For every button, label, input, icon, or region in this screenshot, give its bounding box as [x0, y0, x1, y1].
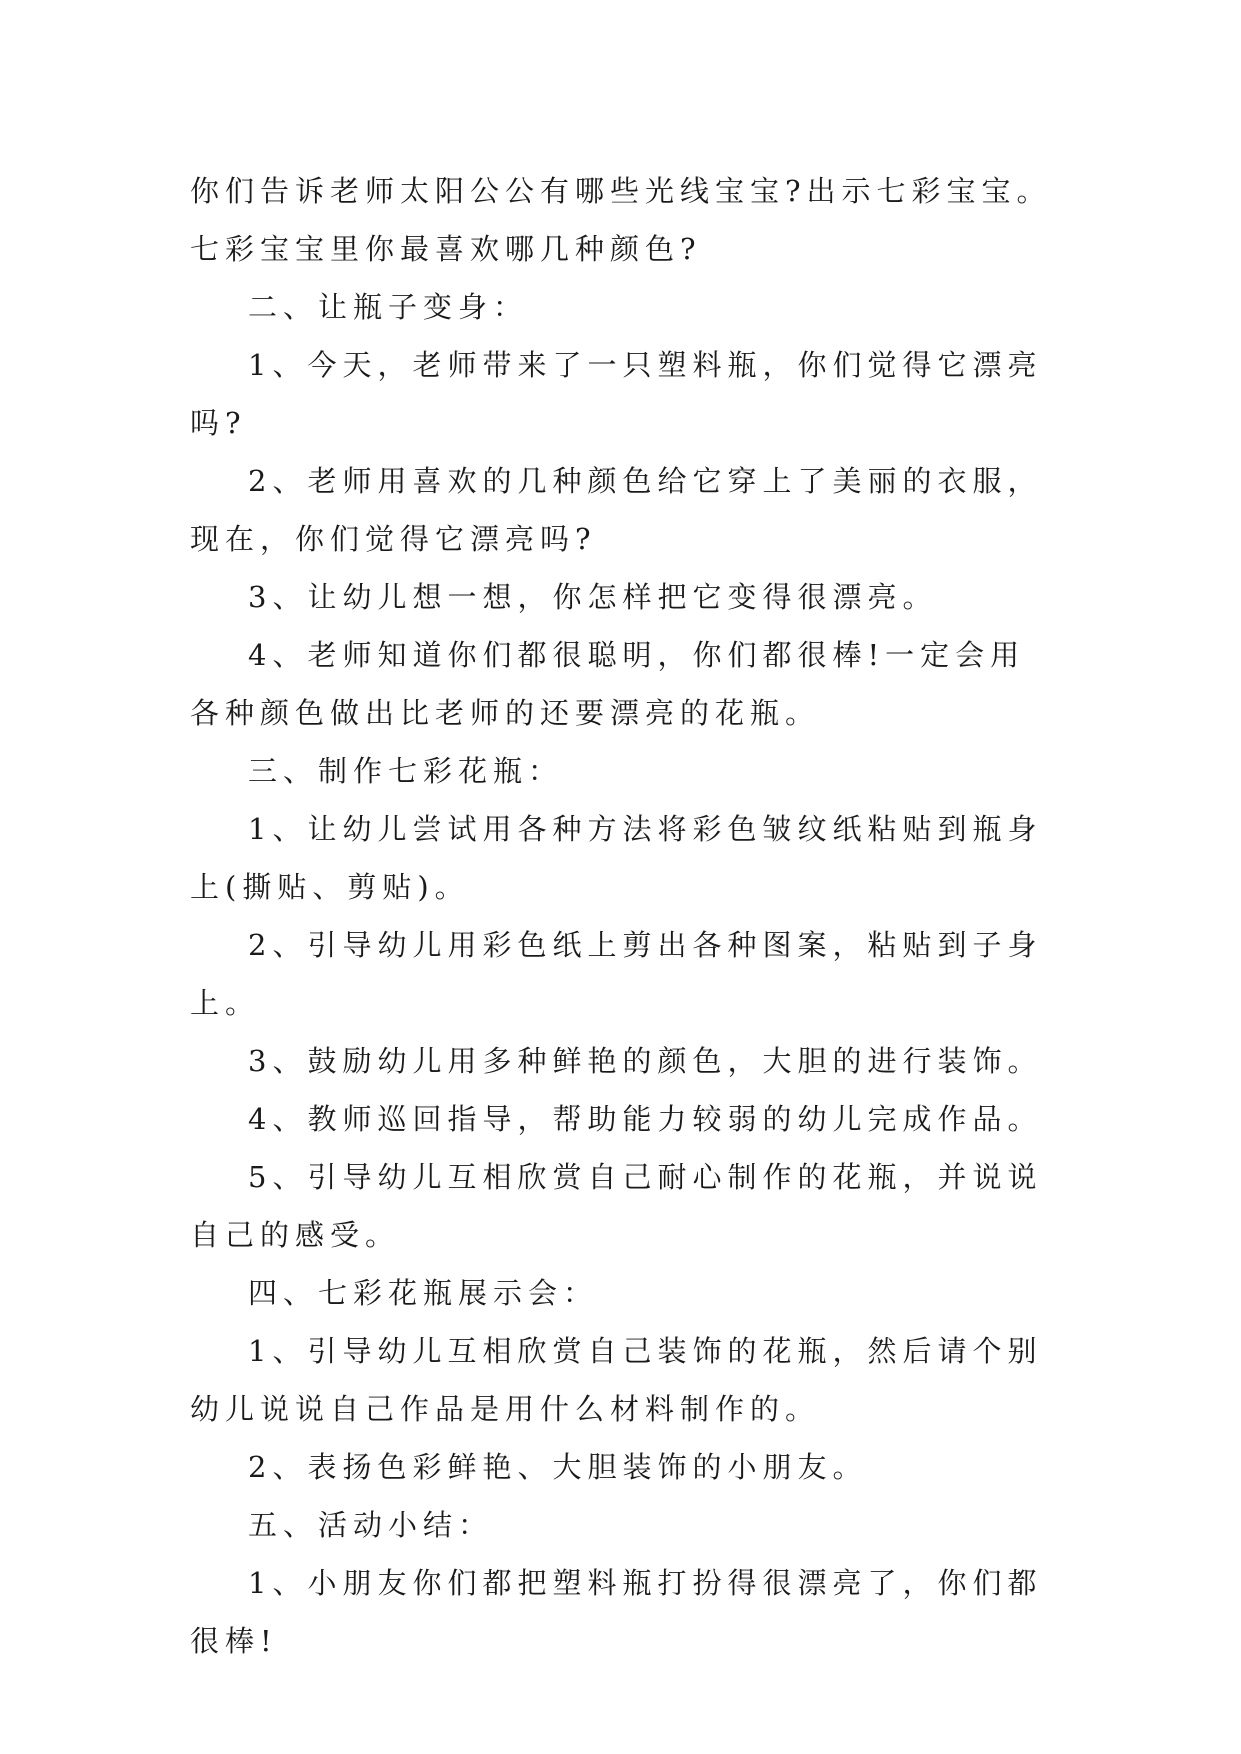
document-page [190, 162, 1060, 1670]
list-item-3-1: 1、让幼儿尝试用各种方法将彩色皱纹纸粘贴到瓶身上(撕贴、剪贴)。 [190, 812, 1043, 904]
heading-section-4: 四、七彩花瓶展示会： [248, 1276, 599, 1310]
heading-section-3: 三、制作七彩花瓶： [248, 754, 564, 788]
list-item-3-3: 3、鼓励幼儿用多种鲜艳的颜色，大胆的进行装饰。 [248, 1044, 1043, 1078]
paragraph-intro-question: 你们告诉老师太阳公公有哪些光线宝宝?出示七彩宝宝。七彩宝宝里你最喜欢哪几种颜色? [190, 174, 1052, 266]
heading-section-5: 五、活动小结： [248, 1508, 494, 1542]
list-item-4-2: 2、表扬色彩鲜艳、大胆装饰的小朋友。 [248, 1450, 868, 1484]
list-item-2-1: 1、今天，老师带来了一只塑料瓶，你们觉得它漂亮吗? [190, 348, 1043, 440]
heading-section-2: 二、让瓶子变身： [248, 290, 529, 324]
list-item-3-2: 2、引导幼儿用彩色纸上剪出各种图案，粘贴到子身上。 [190, 928, 1043, 1020]
list-item-3-4: 4、教师巡回指导，帮助能力较弱的幼儿完成作品。 [248, 1102, 1043, 1136]
list-item-2-2: 2、老师用喜欢的几种颜色给它穿上了美丽的衣服，现在，你们觉得它漂亮吗? [190, 464, 1043, 556]
list-item-5-1: 1、小朋友你们都把塑料瓶打扮得很漂亮了，你们都很棒! [190, 1566, 1043, 1658]
list-item-2-4: 4、老师知道你们都很聪明，你们都很棒!一定会用各种颜色做出比老师的还要漂亮的花瓶。 [190, 638, 1026, 730]
list-item-3-5: 5、引导幼儿互相欣赏自己耐心制作的花瓶，并说说自己的感受。 [190, 1160, 1043, 1252]
list-item-2-3: 3、让幼儿想一想，你怎样把它变得很漂亮。 [248, 580, 938, 614]
list-item-4-1: 1、引导幼儿互相欣赏自己装饰的花瓶，然后请个别幼儿说说自己作品是用什么材料制作的。 [190, 1334, 1043, 1426]
